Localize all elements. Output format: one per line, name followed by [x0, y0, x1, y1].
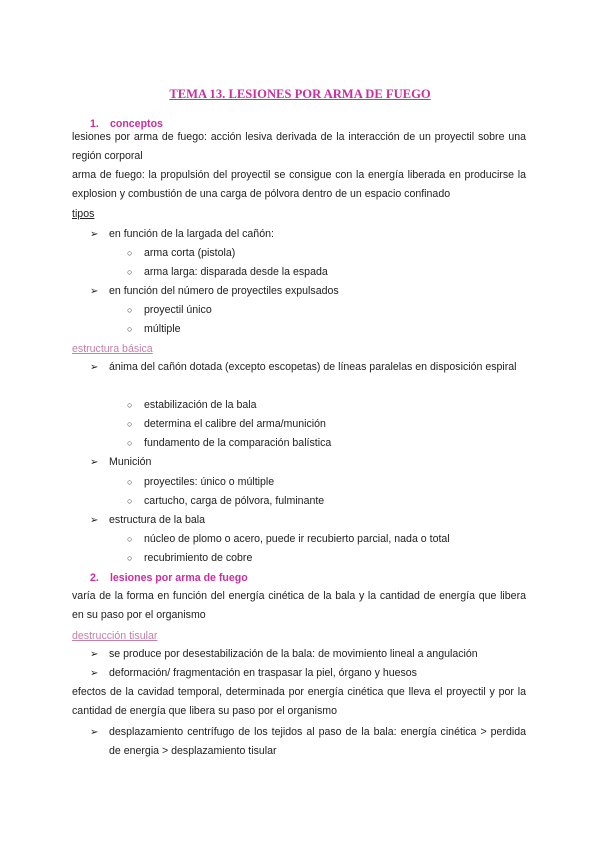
section-heading-lesiones — [90, 572, 248, 584]
estructura-subitem: ○ proyectiles: único o múltiple — [127, 476, 275, 488]
section-number: 2. — [90, 572, 99, 584]
section-title: conceptos — [109, 118, 163, 130]
tipos-item: ➢ en función de la largada del cañón: — [90, 225, 274, 244]
circle-bullet-icon: ○ — [127, 477, 133, 487]
estructura-subitem: ○ cartucho, carga de pólvora, fulminante — [127, 495, 325, 507]
estructura-subitem: ○ recubrimiento de cobre — [127, 552, 253, 564]
circle-bullet-icon: ○ — [127, 400, 133, 410]
arrow-bullet-icon: ➢ — [90, 286, 99, 297]
arrow-bullet-icon: ➢ — [90, 668, 99, 679]
section2-intro: varía de la forma en función del energía cinética de la bala y la cantidad de energía que libera en su paso por el organismo — [72, 590, 526, 621]
circle-bullet-icon: ○ — [127, 324, 133, 334]
estructura-subitem: ○ estabilización de la bala — [127, 399, 257, 411]
circle-bullet-icon: ○ — [127, 534, 133, 544]
tipos-item: ➢ en función del número de proyectiles expulsados — [90, 282, 339, 301]
document-title: TEMA 13. LESIONES POR ARMA DE FUEGO — [169, 87, 431, 101]
circle-bullet-icon: ○ — [127, 267, 133, 277]
circle-bullet-icon: ○ — [127, 248, 133, 258]
arrow-bullet-icon: ➢ — [90, 457, 99, 468]
arrow-bullet-icon: ➢ — [90, 362, 99, 373]
arrow-bullet-icon: ➢ — [90, 727, 99, 738]
arrow-bullet-icon: ➢ — [90, 515, 99, 526]
destruccion-item: ➢ deformación/ fragmentación en traspasar la piel, órgano y huesos — [90, 664, 417, 683]
tipos-subitem: ○ arma corta (pistola) — [127, 247, 236, 259]
section-number: 1. — [90, 118, 99, 130]
estructura-label: estructura básica — [72, 343, 153, 355]
circle-bullet-icon: ○ — [127, 305, 133, 315]
tipos-subitem: ○ arma larga: disparada desde la espada — [127, 266, 328, 278]
circle-bullet-icon: ○ — [127, 438, 133, 448]
arrow-bullet-icon: ➢ — [90, 229, 99, 240]
estructura-subitem: ○ fundamento de la comparación balística — [127, 437, 332, 449]
estructura-item: ➢ Munición — [90, 453, 151, 472]
destruccion-label: destrucción tisular — [72, 630, 158, 642]
estructura-subitem: ○ determina el calibre del arma/munición — [127, 418, 326, 430]
estructura-item: ➢ ánima del cañón dotada (excepto escopetas) de líneas paralelas en disposición espiral — [90, 358, 526, 377]
destruccion-item: ➢ se produce por desestabilización de la bala: de movimiento lineal a angulación — [90, 645, 478, 664]
circle-bullet-icon: ○ — [127, 496, 133, 506]
estructura-subitem: ○ núcleo de plomo o acero, puede ir recubierto parcial, nada o total — [127, 533, 450, 545]
arrow-bullet-icon: ➢ — [90, 649, 99, 660]
definition-arma: arma de fuego: la propulsión del proyectil se consigue con la energía liberada en producirse la explosion y combustión de una carga de pólvora dentro de un espacio confinado — [72, 169, 526, 200]
tipos-subitem: ○ múltiple — [127, 323, 181, 335]
tipos-label: tipos — [72, 208, 95, 220]
efectos-paragraph: efectos de la cavidad temporal, determinada por energía cinética que lleva el proyectil y por la cantidad de energía que libera su paso por el organismo — [72, 686, 526, 717]
tipos-subitem: ○ proyectil único — [127, 304, 212, 316]
desplazamiento-item: ➢ desplazamiento centrífugo de los tejidos al paso de la bala: energía cinética > perdida de energia > desplazamiento tisular — [90, 723, 526, 761]
section-title: lesiones por arma de fuego — [109, 572, 248, 584]
circle-bullet-icon: ○ — [127, 419, 133, 429]
estructura-item: ➢ estructura de la bala — [90, 511, 205, 530]
circle-bullet-icon: ○ — [127, 553, 133, 563]
definition-lesiones: lesiones por arma de fuego: acción lesiva derivada de la interacción de un proyectil sobre una región corporal — [72, 131, 526, 162]
